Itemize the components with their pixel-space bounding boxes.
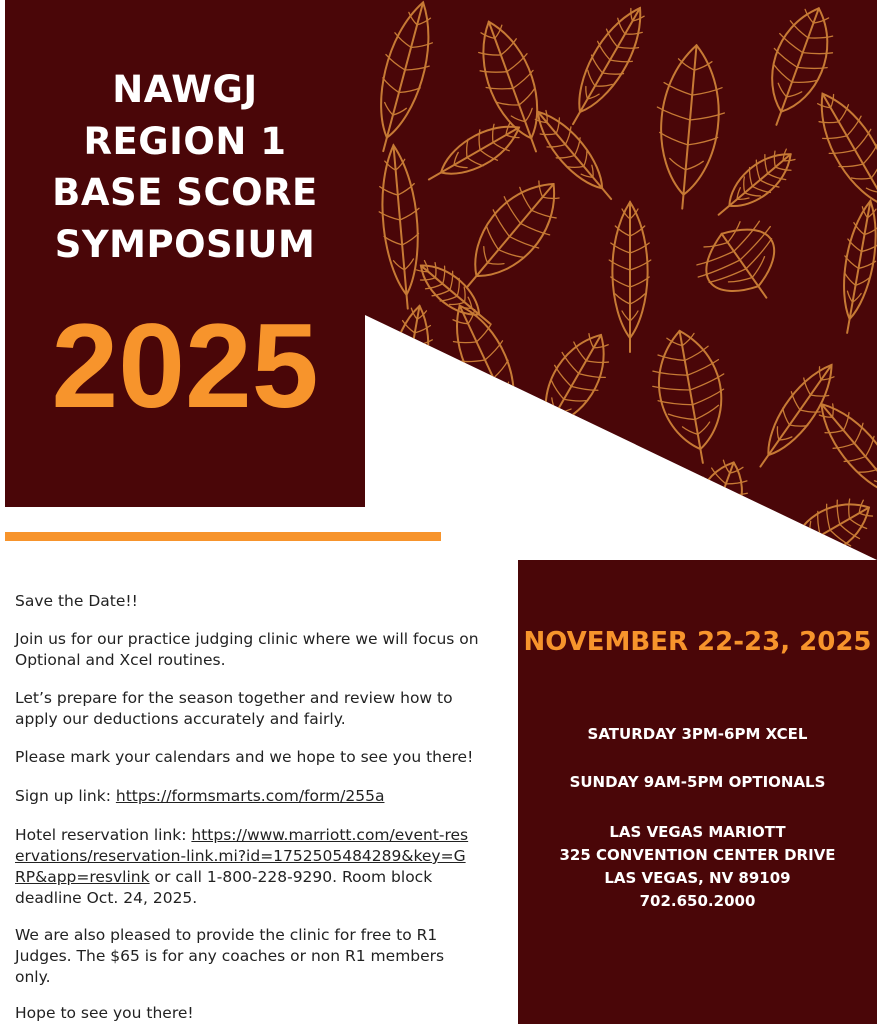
leaf-shape bbox=[374, 144, 428, 311]
closing-text: Hope to see you there! bbox=[15, 1004, 194, 1022]
signup-label: Sign up link: bbox=[15, 787, 116, 805]
leaf-shape bbox=[802, 82, 895, 231]
hotel-reservation-link[interactable]: https://www.marriott.com/event-reservations/reservation-link.mi?id=1752505484289&key=GRP&app=resvlink bbox=[15, 826, 469, 886]
event-dates: NOVEMBER 22-23, 2025 bbox=[523, 627, 872, 657]
leaf-shape bbox=[438, 295, 538, 437]
saturday-schedule: SATURDAY 3PM-6PM XCEL bbox=[587, 725, 808, 743]
hotel-paragraph bbox=[15, 825, 470, 909]
leaf-shape bbox=[649, 42, 730, 211]
leaf-shape bbox=[445, 165, 577, 306]
event-info-panel bbox=[518, 560, 877, 1024]
mark-calendar-paragraph: Please mark your calendars and we hope to see you there! bbox=[15, 748, 474, 766]
leaf-shape bbox=[420, 112, 528, 194]
venue-name: LAS VEGAS MARIOTT bbox=[609, 823, 786, 841]
leaf-shape bbox=[555, 423, 656, 505]
leaf-shape bbox=[686, 209, 803, 323]
leaf-shape bbox=[832, 198, 886, 335]
venue-address: 325 CONVENTION CENTER DRIVE bbox=[559, 846, 836, 864]
leaf-shape bbox=[644, 325, 738, 469]
title-line-2: REGION 1 bbox=[83, 120, 287, 163]
leaf-shape bbox=[362, 0, 445, 157]
venue-phone: 702.650.2000 bbox=[639, 892, 756, 910]
signup-link[interactable]: https://formsmarts.com/form/255a bbox=[115, 787, 385, 805]
leaf-shape bbox=[410, 253, 500, 336]
leaf-shape bbox=[746, 355, 846, 477]
title-block bbox=[5, 0, 365, 507]
leaf-shape bbox=[750, 0, 845, 134]
prepare-paragraph: Let’s prepare for the season together and review how to apply our deductions accurately and fairly. bbox=[15, 689, 453, 728]
title-line-1: NAWGJ bbox=[112, 68, 258, 111]
signup-paragraph bbox=[15, 786, 505, 807]
leaf-shape bbox=[707, 141, 802, 228]
leaf-shape bbox=[520, 322, 622, 449]
venue-city: LAS VEGAS, NV 89109 bbox=[604, 869, 791, 887]
free-clinic-paragraph: We are also pleased to provide the clinic for free to R1 Judges. The $65 is for any coaches or non R1 members only. bbox=[15, 926, 445, 986]
event-year: 2025 bbox=[51, 299, 319, 433]
title-line-4: SYMPOSIUM bbox=[54, 223, 316, 266]
join-paragraph: Join us for our practice judging clinic where we will focus on Optional and Xcel routines. bbox=[15, 630, 479, 669]
orange-divider bbox=[5, 532, 441, 541]
leaf-shape bbox=[465, 13, 559, 160]
leaf-shape bbox=[556, 0, 658, 134]
leaf-shape bbox=[378, 302, 439, 431]
leaf-shape bbox=[680, 454, 756, 558]
hotel-call-text: or call 1-800-228-9290. Room block deadline Oct. 24, 2025. bbox=[15, 868, 433, 907]
save-the-date-text: Save the Date!! bbox=[15, 592, 138, 610]
leaf-shape bbox=[609, 202, 651, 352]
hotel-label: Hotel reservation link: bbox=[15, 826, 192, 844]
sunday-schedule: SUNDAY 9AM-5PM OPTIONALS bbox=[569, 773, 826, 791]
leaf-shape bbox=[526, 102, 623, 209]
leaf-shape bbox=[806, 392, 895, 520]
title-line-3: BASE SCORE bbox=[52, 171, 318, 214]
